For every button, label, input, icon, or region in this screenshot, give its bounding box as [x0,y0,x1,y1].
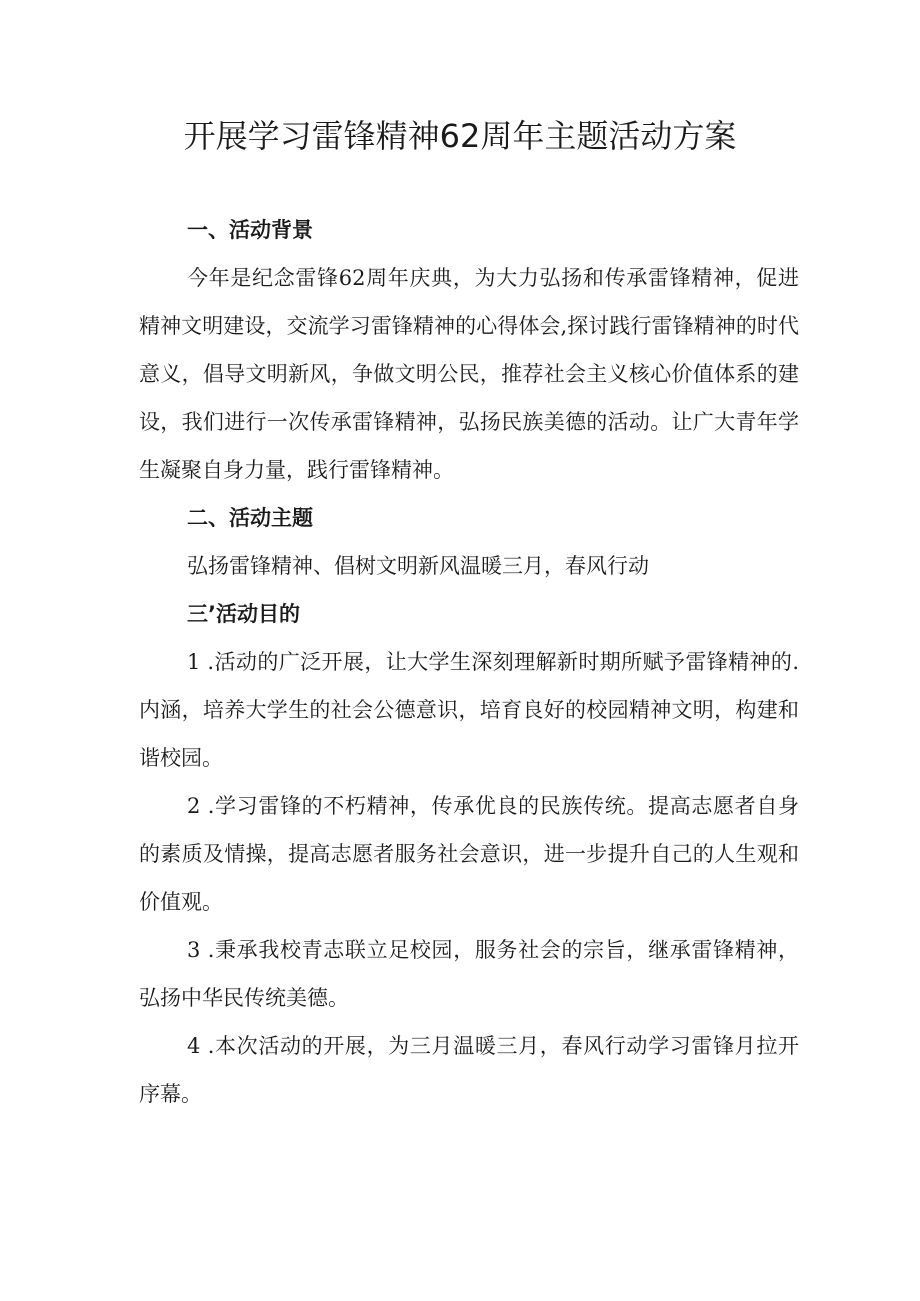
document-body [139,206,799,1118]
purpose-item-2: 2 .学习雷锋的不朽精神，传承优良的民族传统。提高志愿者自身的素质及情操，提高志愿者服务社会意识，进一步提升自己的人生观和价值观。 [139,794,799,914]
purpose-item-1: 1 .活动的广泛开展，让大学生深刻理解新时期所赋予雷锋精神的.内涵，培养大学生的社会公德意识，培育良好的校园精神文明，构建和谐校园。 [139,650,799,770]
purpose-item-3: 3 .秉承我校青志联立足校园，服务社会的宗旨，继承雷锋精神，弘扬中华民传统美德。 [139,938,799,1010]
document-title: 开展学习雷锋精神62周年主题活动方案 [183,117,737,155]
section-heading-background: 一、活动背景 [187,218,313,242]
section-heading-purpose: 三’活动目的 [187,602,300,626]
section-text-theme: 弘扬雷锋精神、倡树文明新风温暖三月，春风行动 [187,554,649,578]
section-text-background: 今年是纪念雷锋62周年庆典，为大力弘扬和传承雷锋精神，促进精神文明建设，交流学习雷锋精神的心得体会,探讨践行雷锋精神的时代意义，倡导文明新风，争做文明公民，推荐社会主义核心价值体系的建设，我们进行一次传承雷锋精神，弘扬民族美德的活动。让广大青年学生凝聚自身力量，践行雷锋精神。 [139,266,799,482]
purpose-item-4: 4 .本次活动的开展，为三月温暖三月，春风行动学习雷锋月拉开序幕。 [139,1034,799,1106]
section-heading-theme: 二、活动主题 [187,506,313,530]
